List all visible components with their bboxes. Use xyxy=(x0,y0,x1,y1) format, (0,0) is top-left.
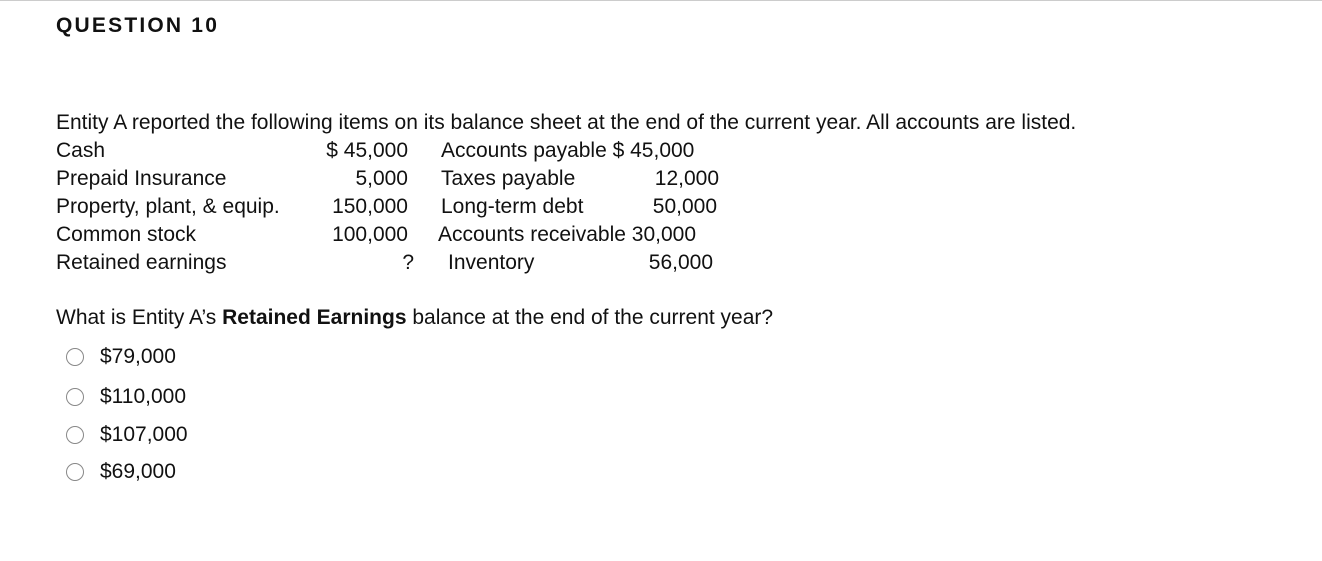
radio-button[interactable] xyxy=(66,463,84,481)
question-title: QUESTION 10 xyxy=(56,14,220,37)
item-amount: 5,000 xyxy=(355,167,408,190)
top-divider xyxy=(0,0,1322,1)
item-amount: ? xyxy=(402,251,414,274)
item-label-2: Taxes payable xyxy=(441,167,576,190)
question-pre: What is Entity A’s xyxy=(56,306,223,329)
question-bold: Retained Earnings xyxy=(222,306,407,329)
option-label: $79,000 xyxy=(100,345,176,368)
option-label: $107,000 xyxy=(100,423,188,446)
item-amount-2: 56,000 xyxy=(648,251,713,274)
question-text xyxy=(56,306,773,330)
intro-text: Entity A reported the following items on its balance sheet at the end of the current year. All accounts are listed. xyxy=(56,111,1077,134)
item-amount: $ 45,000 xyxy=(326,139,408,162)
option-2[interactable] xyxy=(66,385,186,409)
option-label: $69,000 xyxy=(100,460,176,483)
item-amount-2: 12,000 xyxy=(654,167,719,190)
option-4[interactable] xyxy=(66,460,176,484)
item-label-2: Accounts receivable 30,000 xyxy=(438,223,696,246)
item-label-2: Inventory xyxy=(448,251,535,274)
item-label: Prepaid Insurance xyxy=(56,167,227,190)
radio-button[interactable] xyxy=(66,388,84,406)
option-1[interactable] xyxy=(66,345,176,369)
radio-button[interactable] xyxy=(66,426,84,444)
radio-button[interactable] xyxy=(66,348,84,366)
option-label: $110,000 xyxy=(100,385,187,408)
item-label-2: Accounts payable $ 45,000 xyxy=(441,139,695,162)
item-label-2: Long-term debt xyxy=(441,195,584,218)
item-label: Common stock xyxy=(56,223,197,246)
item-amount: 100,000 xyxy=(332,223,408,246)
item-amount-2: 50,000 xyxy=(652,195,717,218)
question-post: balance at the end of the current year? xyxy=(406,306,774,329)
item-label: Retained earnings xyxy=(56,251,227,274)
item-label: Property, plant, & equip. xyxy=(56,195,280,218)
item-label: Cash xyxy=(56,139,106,162)
option-3[interactable] xyxy=(66,423,188,447)
item-amount: 150,000 xyxy=(332,195,408,218)
